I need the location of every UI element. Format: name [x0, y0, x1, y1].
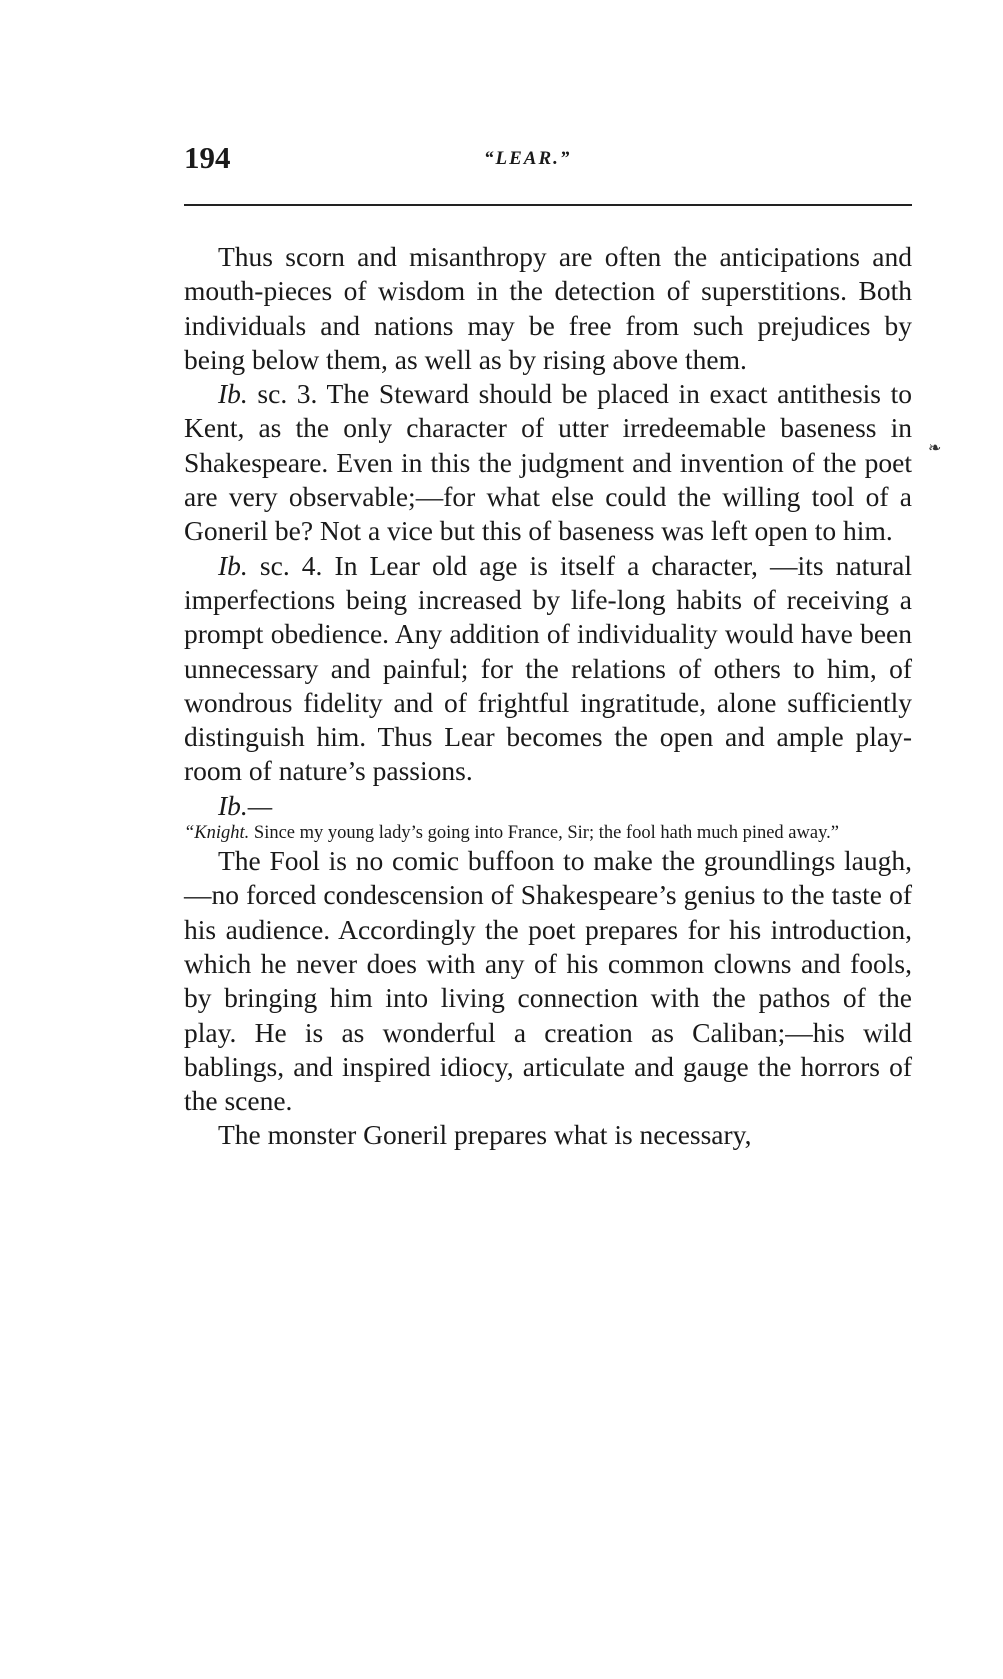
header-rule [184, 204, 912, 206]
margin-mark-icon: ❧ [928, 438, 942, 457]
quote-speaker: “Knight. [184, 823, 250, 844]
block-quote [184, 823, 912, 844]
running-head: “LEAR.” [484, 148, 572, 169]
body-text [184, 240, 912, 1153]
page-number: 194 [184, 140, 231, 175]
paragraph-2 [184, 377, 912, 548]
page-header [184, 140, 910, 184]
paragraph-6: The monster Goneril prepares what is necessary, [218, 1119, 752, 1151]
paragraph-1: Thus scorn and misanthropy are often the anticipations and mouth-pieces of wisdom in the detection of superstitions. Both individuals and nations may be free from such prejudices by being below them, as well as by rising above them. [184, 241, 912, 375]
paragraph-2-ref: Ib. [218, 378, 248, 410]
paragraph-3 [184, 549, 912, 789]
quote-text: Since my young lady’s going into France, Sir; the fool hath much pined away.” [249, 823, 839, 844]
paragraph-4-heading: Ib.— [218, 789, 273, 821]
paragraph-5: The Fool is no comic buffoon to make the groundlings laugh,—no forced condescension of Shakespeare’s genius to the taste of his audience. Accordingly the poet prepares for his introduction, which he never does with any of his common clowns and fools, by bringing him into living connection with the pathos of the play. He is as wonderful a creation as Caliban;—his wild bablings, and inspired idiocy, articulate and gauge the horrors of the scene. [184, 845, 912, 1117]
paragraph-2-text: sc. 3. The Steward should be placed in exact antithesis to Kent, as the only character of utter irredeemable baseness in Shakespeare. Even in this the judgment and invention of the poet are very observable;—for what else could the willing tool of a Goneril be? Not a vice but this of baseness was left open to him. [184, 378, 912, 547]
paragraph-3-ref: Ib. [218, 549, 248, 581]
paragraph-3-text: sc. 4. In Lear old age is itself a character, —its natural imperfections being increased by life-long habits of receiving a prompt obedience. Any addition of individuality would have been unnecessary and painful; for the relations of others to him, of wondrous fidelity and of frightful ingratitude, alone sufficiently distinguish him. Thus Lear becomes the open and ample play-room of nature’s passions. [184, 549, 912, 787]
